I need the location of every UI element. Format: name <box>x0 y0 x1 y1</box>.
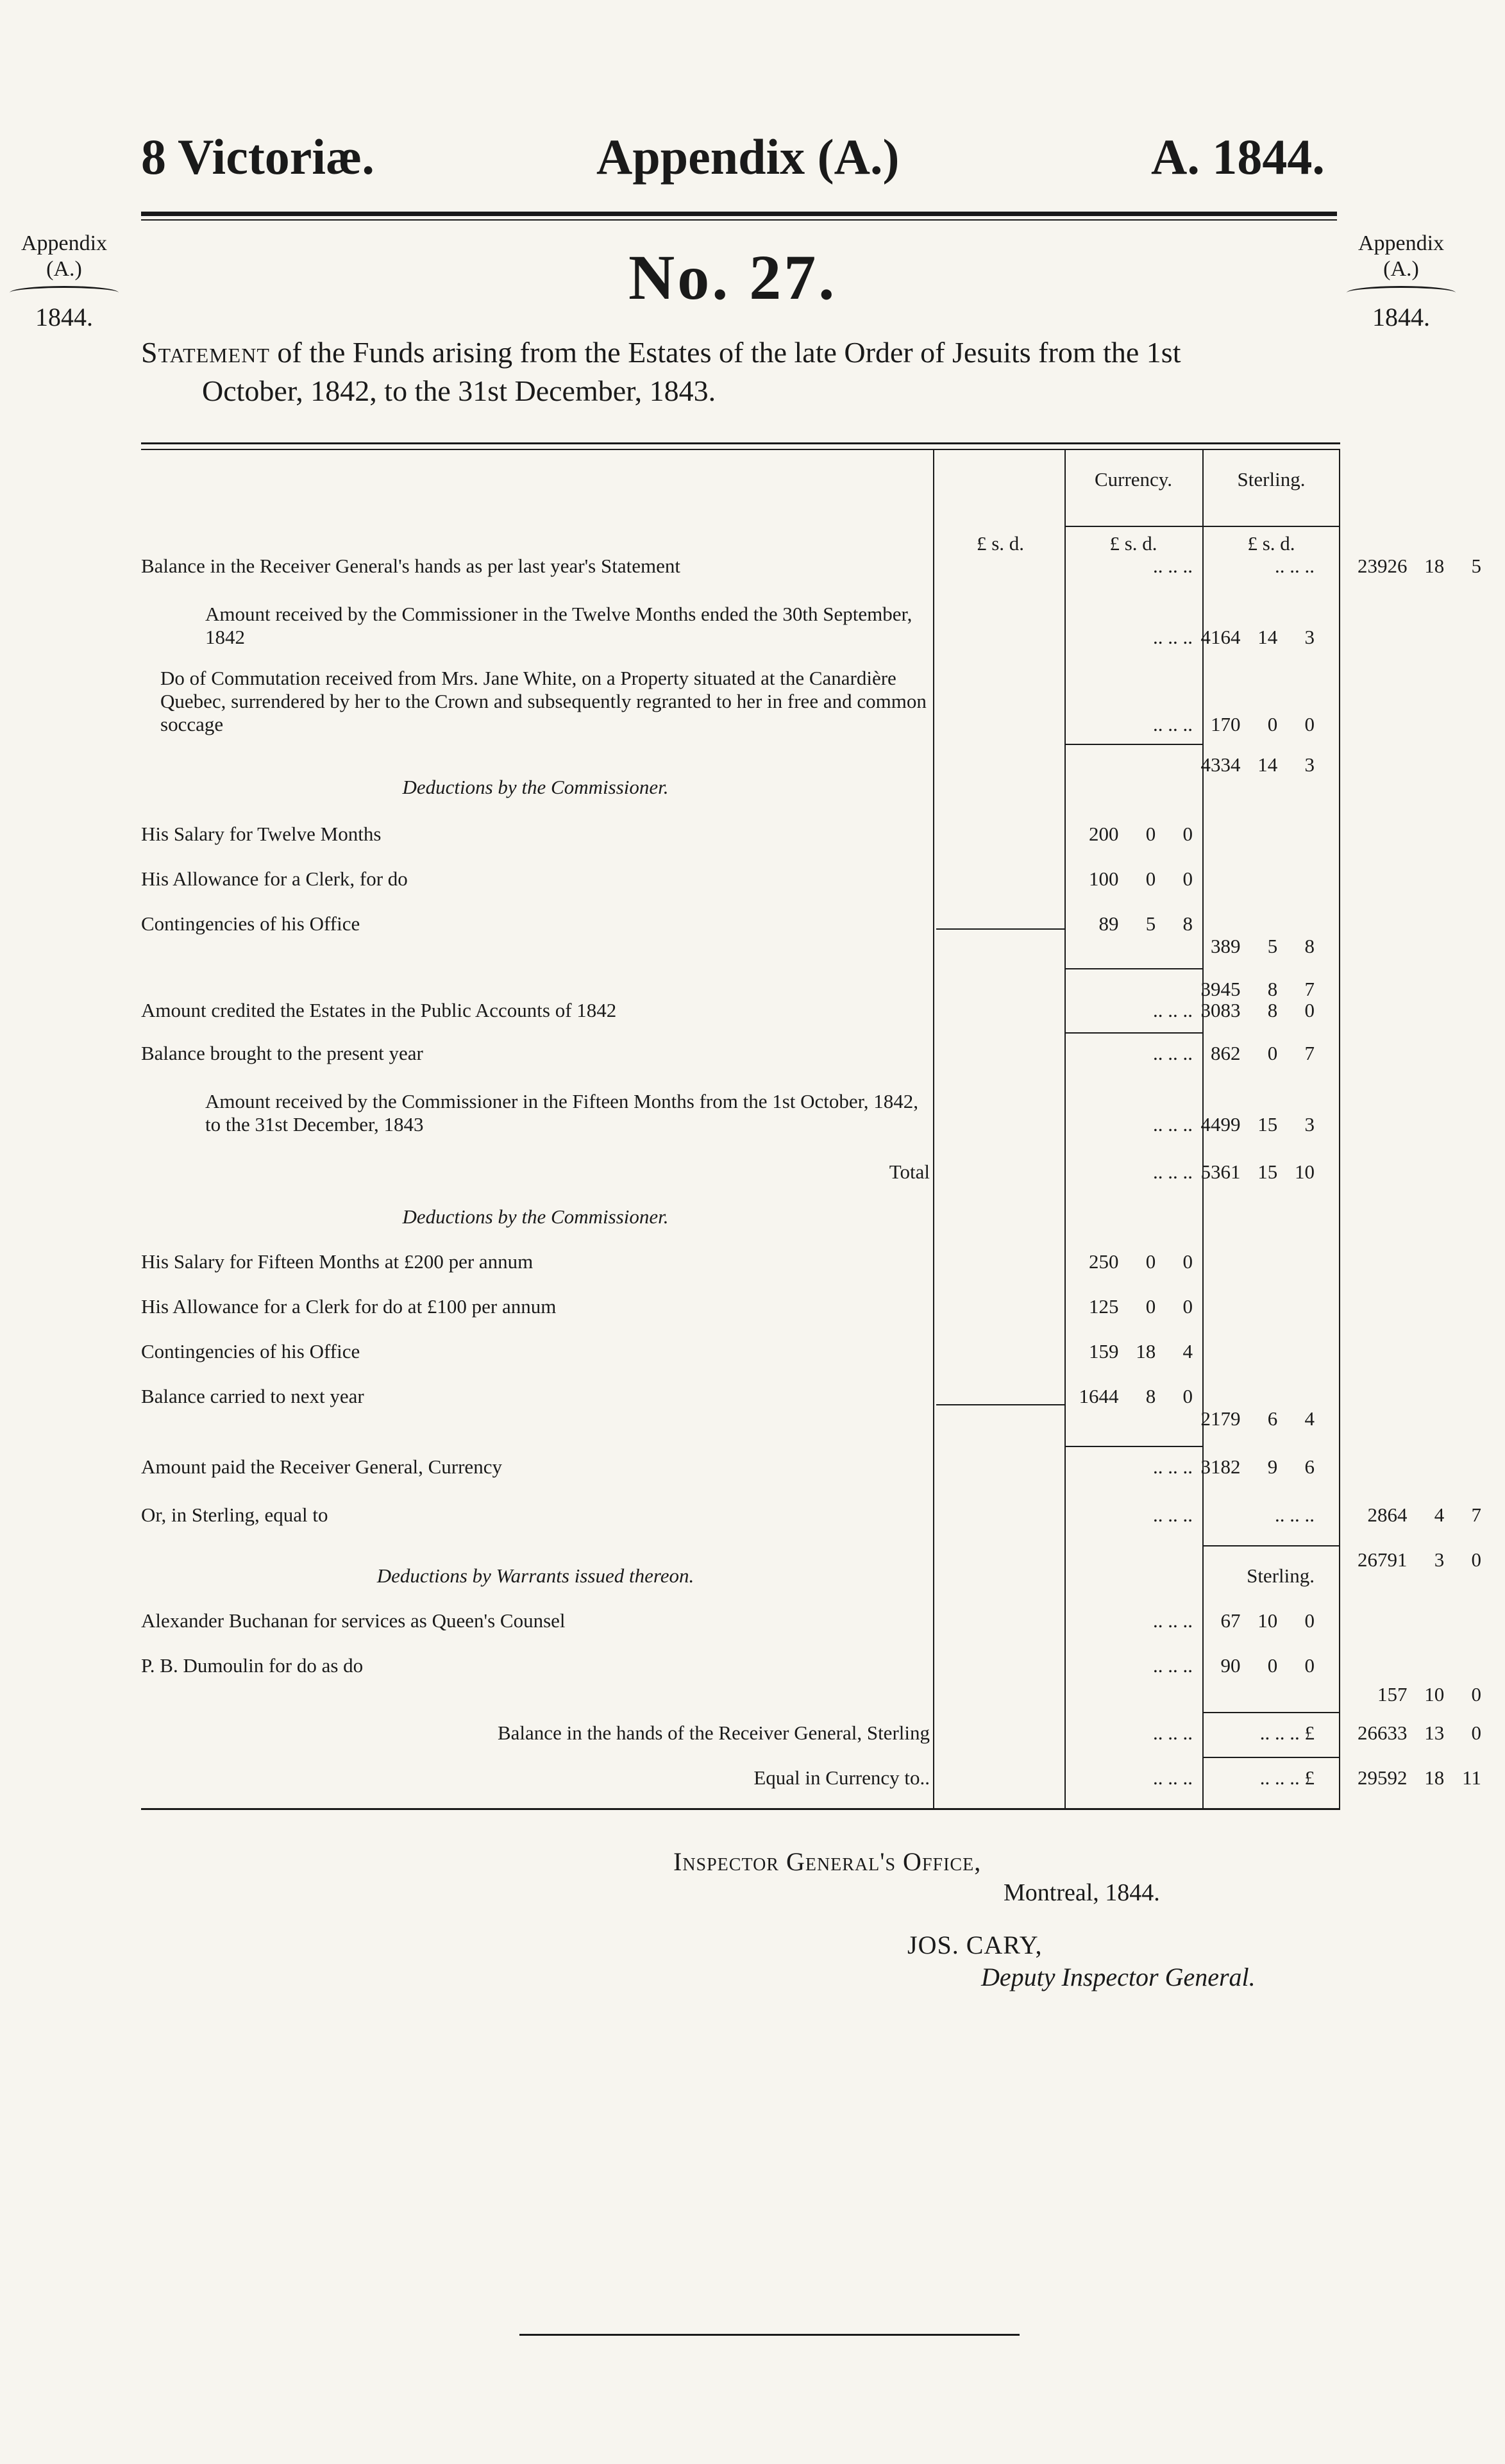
footer-rule <box>519 2334 1020 2336</box>
currency-amount: 170 0 0 <box>1211 713 1315 735</box>
detail-amount: .. .. .. <box>1153 1609 1193 1632</box>
margin-note-right <box>1337 231 1465 330</box>
header-underline <box>1064 526 1340 527</box>
lsd-header: £ s. d. <box>1247 532 1295 555</box>
margin-year: 1844. <box>1372 303 1430 331</box>
margin-year: 1844. <box>35 303 93 331</box>
column-header-sterling: Sterling. <box>1237 468 1306 490</box>
margin-label: Appendix <box>21 231 108 255</box>
row-description: Balance brought to the present year <box>141 1042 423 1064</box>
detail-amount: 200 0 0 <box>1089 823 1193 845</box>
sterling-amount: 2864 4 7 <box>1367 1504 1481 1526</box>
detail-amount: .. .. .. <box>1153 1455 1193 1478</box>
ledger-table <box>141 442 1481 1821</box>
detail-amount: .. .. .. <box>1153 1766 1193 1789</box>
currency-amount: 4334 14 3 <box>1200 753 1315 776</box>
currency-amount: 4499 15 3 <box>1200 1113 1315 1136</box>
row-description: Total <box>889 1161 930 1183</box>
row-description: His Allowance for a Clerk, for do <box>141 867 408 890</box>
brace-icon <box>1347 286 1456 299</box>
row-description: Amount received by the Commissioner in the Twelve Months ended the 30th September, 1842 <box>205 603 912 648</box>
column-header-currency: Currency. <box>1094 468 1173 490</box>
currency-amount: 4164 14 3 <box>1200 626 1315 648</box>
sum-rule <box>1202 1757 1340 1758</box>
detail-amount: .. .. .. <box>1153 1113 1193 1136</box>
row-description: P. B. Dumoulin for do as do <box>141 1654 364 1677</box>
row-description: His Allowance for a Clerk for do at £100 per annum <box>141 1295 557 1318</box>
row-description: Balance in the hands of the Receiver General, Sterling <box>498 1722 930 1744</box>
office-line: Inspector General's Office, <box>673 1847 982 1876</box>
row-description: Contingencies of his Office <box>141 912 360 935</box>
sum-rule <box>1202 1712 1340 1713</box>
detail-amount: 1644 8 0 <box>1079 1385 1193 1407</box>
currency-amount: 862 0 7 <box>1211 1042 1315 1064</box>
row-description: His Salary for Twelve Months <box>141 823 382 845</box>
currency-amount: Sterling. <box>1247 1564 1315 1587</box>
signer-name: JOS. CARY, <box>907 1931 1043 1959</box>
detail-amount: 159 18 4 <box>1089 1340 1193 1362</box>
title-lead: Statement <box>141 336 270 369</box>
detail-amount: 100 0 0 <box>1089 867 1193 890</box>
signer-title: Deputy Inspector General. <box>981 1963 1256 1991</box>
header-rule-thin <box>141 219 1337 221</box>
currency-amount: 3083 8 0 <box>1200 999 1315 1021</box>
title-line-2: October, 1842, to the 31st December, 1843. <box>202 374 716 407</box>
detail-amount: .. .. .. <box>1153 999 1193 1021</box>
detail-amount: .. .. .. <box>1153 1654 1193 1677</box>
margin-note-left <box>0 231 128 330</box>
row-description: Deductions by the Commissioner. <box>402 1205 669 1228</box>
detail-amount: .. .. .. <box>1153 1161 1193 1183</box>
row-description: His Salary for Fifteen Months at £200 per annum <box>141 1250 534 1273</box>
detail-amount: .. .. .. <box>1153 626 1193 648</box>
row-description: Amount received by the Commissioner in the Fifteen Months from the 1st October, 1842, to the 31st December, 1843 <box>205 1090 918 1136</box>
running-head-right: A. 1844. <box>1151 129 1325 185</box>
document-number: No. 27. <box>628 242 837 313</box>
row-description: Or, in Sterling, equal to <box>141 1504 328 1526</box>
currency-amount: 3945 8 7 <box>1200 978 1315 1000</box>
row-description: Amount credited the Estates in the Public Accounts of 1842 <box>141 999 617 1021</box>
sterling-amount: 29592 18 11 <box>1358 1766 1481 1789</box>
margin-sub: (A.) <box>46 257 82 281</box>
sterling-amount: 26791 3 0 <box>1358 1548 1481 1571</box>
currency-amount: 67 10 0 <box>1220 1609 1315 1632</box>
detail-amount: .. .. .. <box>1153 1042 1193 1064</box>
row-description: Alexander Buchanan for services as Queen's Counsel <box>141 1609 566 1632</box>
column-divider <box>1339 450 1340 1808</box>
sum-rule <box>1064 968 1202 969</box>
detail-amount: 250 0 0 <box>1089 1250 1193 1273</box>
currency-amount: .. .. .. £ <box>1259 1766 1315 1789</box>
lsd-header: £ s. d. <box>976 532 1025 555</box>
row-description: Balance carried to next year <box>141 1385 364 1407</box>
sum-rule <box>1064 1032 1202 1034</box>
sum-rule <box>1202 1545 1340 1546</box>
running-head-left: 8 Victoriæ. <box>141 129 374 185</box>
header-rule-thick <box>141 212 1337 216</box>
row-description: Contingencies of his Office <box>141 1340 360 1362</box>
margin-sub: (A.) <box>1383 257 1419 281</box>
sum-rule <box>1064 1446 1202 1447</box>
sterling-amount: 157 10 0 <box>1377 1683 1481 1706</box>
detail-amount: 89 5 8 <box>1098 912 1193 935</box>
detail-amount: .. .. .. <box>1153 713 1193 735</box>
sum-rule <box>1064 744 1202 745</box>
currency-amount: .. .. .. £ <box>1259 1722 1315 1744</box>
row-description: Do of Commutation received from Mrs. Jane White, on a Property situated at the Canardière Quebec, surrendered by her to the Crown and subsequently regranted to her in free and common soccage <box>160 667 927 735</box>
row-description: Deductions by Warrants issued thereon. <box>376 1564 694 1587</box>
brace-icon <box>10 286 119 299</box>
title-line-1: of the Funds arising from the Estates of the late Order of Jesuits from the 1st <box>277 336 1181 369</box>
margin-label: Appendix <box>1358 231 1445 255</box>
currency-amount: .. .. .. <box>1275 1504 1315 1526</box>
running-head-center: Appendix (A.) <box>596 129 900 185</box>
sterling-amount: 23926 18 5 <box>1358 555 1481 577</box>
currency-amount: 3182 9 6 <box>1200 1455 1315 1478</box>
currency-amount: 5361 15 10 <box>1200 1161 1315 1183</box>
detail-amount: 125 0 0 <box>1089 1295 1193 1318</box>
row-description: Balance in the Receiver General's hands as per last year's Statement <box>141 555 680 577</box>
currency-amount: 90 0 0 <box>1220 1654 1315 1677</box>
currency-amount: 2179 6 4 <box>1200 1407 1315 1430</box>
currency-amount: 389 5 8 <box>1211 935 1315 957</box>
sum-rule <box>936 928 1064 930</box>
row-description: Equal in Currency to.. <box>753 1766 930 1789</box>
sterling-amount: 26633 13 0 <box>1358 1722 1481 1744</box>
sum-rule <box>936 1404 1064 1405</box>
place-date: Montreal, 1844. <box>1004 1879 1160 1906</box>
detail-amount: .. .. .. <box>1153 555 1193 577</box>
detail-amount: .. .. .. <box>1153 1504 1193 1526</box>
table-top-rule <box>141 442 1340 444</box>
detail-amount: .. .. .. <box>1153 1722 1193 1744</box>
row-description: Amount paid the Receiver General, Currency <box>141 1455 502 1478</box>
column-divider <box>933 450 934 1808</box>
currency-amount: .. .. .. <box>1275 555 1315 577</box>
lsd-header: £ s. d. <box>1109 532 1157 555</box>
statement-title <box>141 333 1340 410</box>
table-bottom-rule <box>141 1808 1340 1810</box>
table-top-rule-thin <box>141 449 1340 450</box>
row-description: Deductions by the Commissioner. <box>402 776 669 798</box>
